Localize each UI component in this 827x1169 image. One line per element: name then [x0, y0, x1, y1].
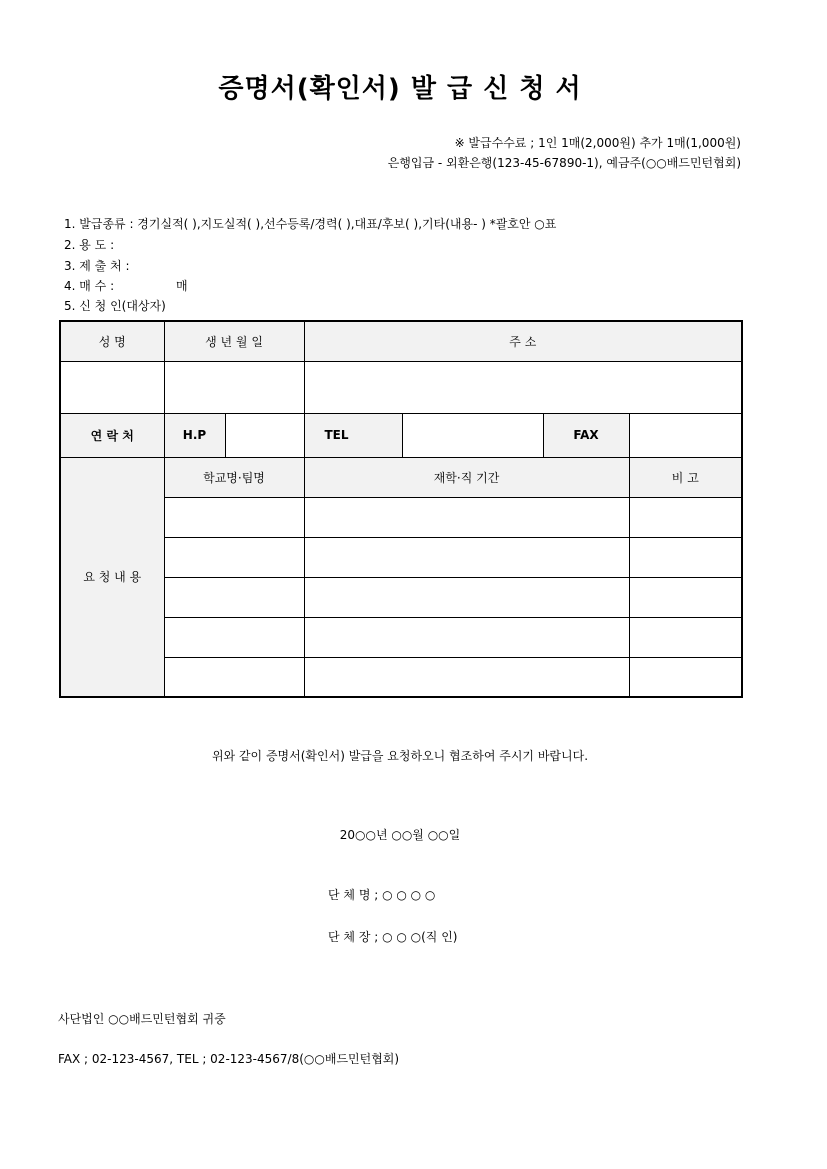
- request-statement: 위와 같이 증명서(확인서) 발급을 요청하오니 협조하여 주시기 바랍니다.: [211, 749, 589, 763]
- school-field[interactable]: [164, 617, 304, 657]
- item-count-unit: 매: [175, 279, 188, 293]
- hp-label: H.P: [164, 413, 225, 457]
- document-title: 증명서(확인서) 발 급 신 청 서: [218, 74, 582, 104]
- school-field[interactable]: [164, 537, 304, 577]
- tel-label: TEL: [304, 413, 402, 457]
- item-applicant: 5. 신 청 인(대상자): [64, 299, 166, 313]
- address-field[interactable]: [304, 361, 742, 413]
- contact-header: 연 락 처: [60, 413, 164, 457]
- school-field[interactable]: [164, 577, 304, 617]
- period-header: 재학·직 기간: [304, 457, 629, 497]
- applicant-table: [59, 320, 743, 698]
- bank-note: 은행입금 - 외환은행(123-45-67890-1), 예금주(○○배드민턴협회): [387, 156, 741, 170]
- tel-field[interactable]: [402, 413, 543, 457]
- item-count-label: 4. 매 수 :: [64, 279, 115, 293]
- note-field[interactable]: [629, 657, 742, 697]
- school-field[interactable]: [164, 497, 304, 537]
- note-field[interactable]: [629, 617, 742, 657]
- period-field[interactable]: [304, 537, 629, 577]
- address-header: 주 소: [304, 321, 742, 361]
- birth-header: 생 년 월 일: [164, 321, 304, 361]
- item-count: [64, 277, 188, 294]
- date-line: 20○○년 ○○월 ○○일: [339, 828, 461, 842]
- note-field[interactable]: [629, 577, 742, 617]
- period-field[interactable]: [304, 617, 629, 657]
- item-submit-to: 3. 제 출 처 :: [64, 259, 130, 273]
- birth-field[interactable]: [164, 361, 304, 413]
- school-header: 학교명·팀명: [164, 457, 304, 497]
- item-issue-type: 1. 발급종류 : 경기실적( ),지도실적( ),선수등록/경력( ),대표/후보( ),기타(내용- ) *괄호안 ○표: [64, 217, 557, 231]
- note-header: 비 고: [629, 457, 742, 497]
- hp-field[interactable]: [225, 413, 304, 457]
- period-field[interactable]: [304, 577, 629, 617]
- organization-name: 단 체 명 ; ○ ○ ○ ○: [328, 888, 436, 902]
- note-field[interactable]: [629, 537, 742, 577]
- fax-field[interactable]: [629, 413, 742, 457]
- fee-note: ※ 발급수수료 ; 1인 1매(2,000원) 추가 1매(1,000원): [454, 136, 741, 150]
- request-content-header: 요 청 내 용: [60, 457, 164, 697]
- fax-label: FAX: [543, 413, 629, 457]
- name-header: 성 명: [60, 321, 164, 361]
- organization-head: 단 체 장 ; ○ ○ ○(직 인): [328, 930, 458, 944]
- school-field[interactable]: [164, 657, 304, 697]
- recipient-line: 사단법인 ○○배드민턴협회 귀중: [58, 1012, 226, 1026]
- contact-line: FAX ; 02-123-4567, TEL ; 02-123-4567/8(○○배드민턴협회): [58, 1052, 400, 1066]
- item-purpose: 2. 용 도 :: [64, 238, 115, 252]
- period-field[interactable]: [304, 657, 629, 697]
- name-field[interactable]: [60, 361, 164, 413]
- period-field[interactable]: [304, 497, 629, 537]
- note-field[interactable]: [629, 497, 742, 537]
